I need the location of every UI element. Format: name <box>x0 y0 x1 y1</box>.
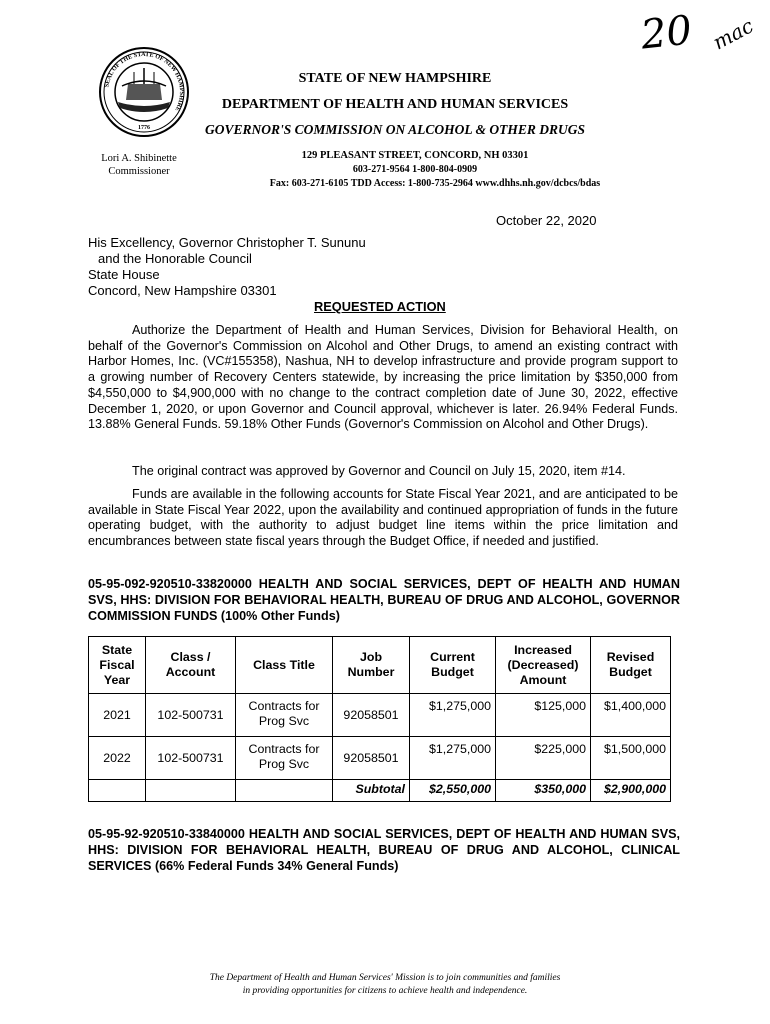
paragraph-1-text: Authorize the Department of Health and Human Services, Division for Behavioral Health, on behalf of the Governor's Commission on Alcohol and Other Drugs, to amend an existing contract with Harbor Homes, Inc. (VC#155358), Nashua, NH to develop infrastructure and provide program support to a growing number of Recovery Centers statewide, by increasing the price limitation by $350,000 from $4,550,000 to $4,900,000 with no change to the contract completion date of June 30, 2022, effective December 1, 2020, or upon Governor and Council approval, whichever is later. 26.94% Federal Funds. 13.88% General Funds. 59.18% Other Funds (Governor's Commission on Alcohol and Other Drugs). <box>88 323 678 432</box>
paragraph-authorize <box>88 323 678 433</box>
paragraph-2-text: The original contract was approved by Governor and Council on July 15, 2020, item #14. <box>132 464 626 478</box>
cell-current: $1,275,000 <box>410 737 496 780</box>
header-revised: Revised Budget <box>591 637 671 694</box>
seal-year: 1776 <box>138 125 150 131</box>
cell-increase: $125,000 <box>496 694 591 737</box>
table-row <box>89 737 671 780</box>
cell-increase: $225,000 <box>496 737 591 780</box>
cell-revised: $1,400,000 <box>591 694 671 737</box>
phones: 603-271-9564 1-800-804-0909 <box>352 164 478 175</box>
subtotal-row <box>89 780 671 802</box>
cell-title: Contracts for Prog Svc <box>236 737 333 780</box>
paragraph-funds <box>88 487 678 550</box>
paragraph-original-contract <box>88 464 678 480</box>
commissioner-title: Commissioner <box>108 166 170 177</box>
account-2-heading: 05-95-92-920510-33840000 HEALTH AND SOCIAL SERVICES, DEPT OF HEALTH AND HUMAN SVS, HHS: DIVISION FOR BEHAVIORAL HEALTH, BUREAU OF DRUG AND ALCOHOL, CLINICAL SERVICES (66% Federal Funds 34% General Funds) <box>88 827 680 873</box>
account-1-heading: 05-95-092-920510-33820000 HEALTH AND SOCIAL SERVICES, DEPT OF HEALTH AND HUMAN SVS, HHS: DIVISION FOR BEHAVIORAL HEALTH, BUREAU OF DRUG AND ALCOHOL, GOVERNOR COMMISSION FUNDS (100% Other Funds) <box>88 577 680 623</box>
cell-sfy: 2022 <box>89 737 146 780</box>
paragraph-3-text: Funds are available in the following accounts for State Fiscal Year 2021, and are anticipated to be available in State Fiscal Year 2022, upon the availability and continued appropriation of funds in the future operating budget, with the authority to adjust budget line items within the price limitation and encumbrances between state fiscal years through the Budget Office, if needed and justified. <box>88 487 678 549</box>
recipient-line-2: and the Honorable Council <box>98 251 252 266</box>
commission-title: GOVERNOR'S COMMISSION ON ALCOHOL & OTHER DRUGS <box>204 122 586 137</box>
cell-class: 102-500731 <box>146 737 236 780</box>
budget-table <box>88 636 671 802</box>
cell-sfy: 2021 <box>89 694 146 737</box>
state-title: STATE OF NEW HAMPSHIRE <box>298 71 492 86</box>
cell-title: Contracts for Prog Svc <box>236 694 333 737</box>
recipient-block <box>88 235 366 299</box>
commissioner-name: Lori A. Shibinette <box>101 153 177 164</box>
footer-mission-line-2: in providing opportunities for citizens to achieve health and independence. <box>242 986 528 996</box>
subtotal-current: $2,550,000 <box>410 780 496 802</box>
letter-date: October 22, 2020 <box>496 213 597 228</box>
subtotal-label: Subtotal <box>333 780 410 802</box>
cell-class: 102-500731 <box>146 694 236 737</box>
cell-empty <box>236 780 333 802</box>
header-sfy: State Fiscal Year <box>89 637 146 694</box>
header-increase: Increased (Decreased) Amount <box>496 637 591 694</box>
header-current: Current Budget <box>410 637 496 694</box>
department-title: DEPARTMENT OF HEALTH AND HUMAN SERVICES <box>221 97 569 112</box>
header-title: Class Title <box>236 637 333 694</box>
handwritten-initials: mac <box>708 13 758 55</box>
table-header-row <box>89 637 671 694</box>
handwritten-number: 20 <box>638 7 695 59</box>
cell-current: $1,275,000 <box>410 694 496 737</box>
table-row <box>89 694 671 737</box>
cell-job: 92058501 <box>333 737 410 780</box>
header-class: Class / Account <box>146 637 236 694</box>
address: 129 PLEASANT STREET, CONCORD, NH 03301 <box>301 150 529 161</box>
cell-job: 92058501 <box>333 694 410 737</box>
subtotal-increase: $350,000 <box>496 780 591 802</box>
requested-action-heading: REQUESTED ACTION <box>314 299 446 314</box>
recipient-line-1: His Excellency, Governor Christopher T. Sununu <box>88 235 366 250</box>
seal-text: SEAL OF THE STATE OF NEW HAMPSHIRE <box>103 50 186 113</box>
recipient-line-4: Concord, New Hampshire 03301 <box>88 283 277 298</box>
cell-empty <box>146 780 236 802</box>
cell-empty <box>89 780 146 802</box>
recipient-line-3: State House <box>88 267 160 282</box>
header-job: Job Number <box>333 637 410 694</box>
cell-revised: $1,500,000 <box>591 737 671 780</box>
footer-mission-line-1: The Department of Health and Human Services' Mission is to join communities and families <box>209 973 561 983</box>
contact-line: Fax: 603-271-6105 TDD Access: 1-800-735-2964 www.dhhs.nh.gov/dcbcs/bdas <box>269 178 601 189</box>
subtotal-revised: $2,900,000 <box>591 780 671 802</box>
